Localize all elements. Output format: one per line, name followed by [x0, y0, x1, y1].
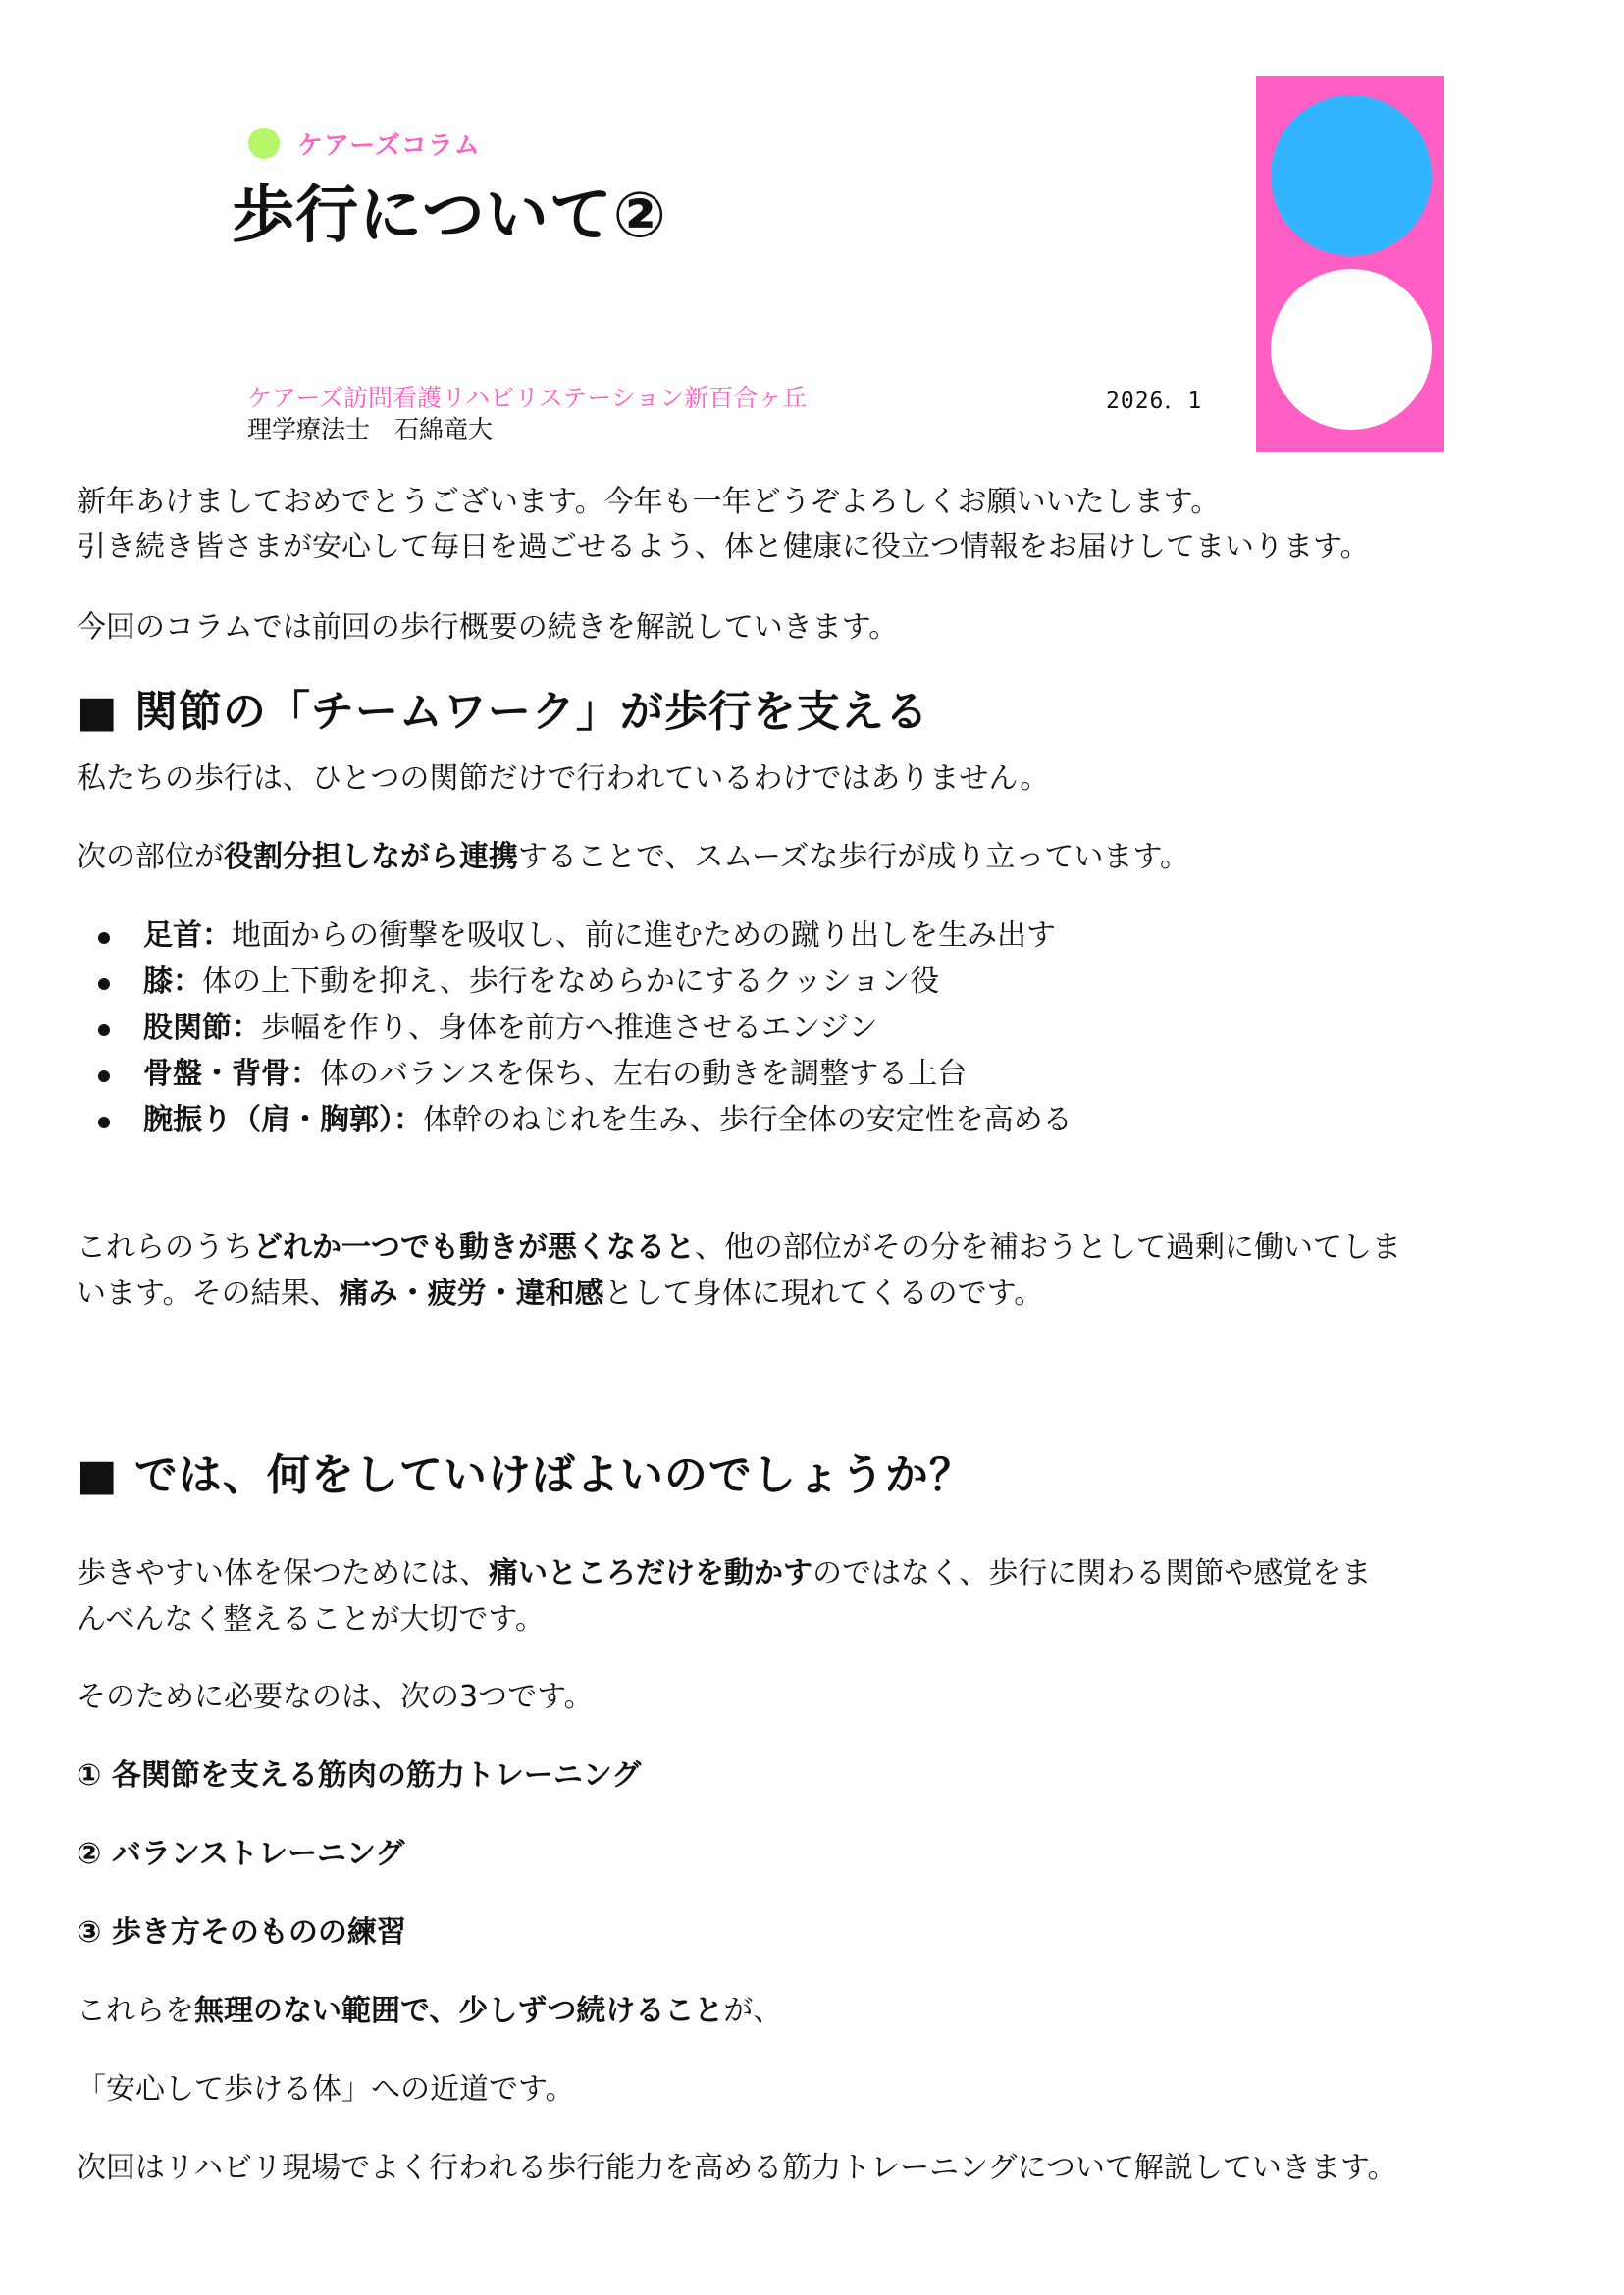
intro-line-1: 新年あけましておめでとうございます。今年も一年どうぞよろしくお願いいたします。: [77, 485, 1221, 519]
step-gait-practice: ③ 歩き方そのものの練習: [77, 1915, 406, 1950]
organization-name: ケアーズ訪問看護リハビリステーション新百合ヶ丘: [247, 384, 808, 412]
intro-line-2: 引き続き皆さまが安心して毎日を過ごせるよう、体と健康に役立つ情報をお届けしてまいります。: [77, 530, 1370, 564]
intro-line-3: 今回のコラムでは前回の歩行概要の続きを解説していきます。: [77, 610, 899, 645]
section2-paragraph-3: これらを無理のない範囲で、少しずつ続けることが、: [77, 1994, 783, 2028]
section2-paragraph-4: 「安心して歩ける体」への近道です。: [77, 2072, 575, 2107]
bullet-icon: [98, 1070, 110, 1082]
section2-paragraph-1: 歩きやすい体を保つためには、痛いところだけを動かすのではなく、歩行に関わる関節や感覚をま んべんなく整えることが大切です。: [77, 1556, 1372, 1637]
list-item: 骨盤・背骨：体のバランスを保ち、左右の動きを調整する土台: [98, 1051, 1073, 1097]
list-item: 足首：地面からの衝撃を吸収し、前に進むための蹴り出しを生み出す: [98, 913, 1073, 959]
author-name: 理学療法士 石綿竜大: [247, 415, 494, 443]
section1-paragraph-3: これらのうちどれか一つでも動きが悪くなると、他の部位がその分を補おうとして過剰に働いてしま います。その結果、痛み・疲労・違和感として身体に現れてくるのです。: [77, 1230, 1401, 1311]
bullet-icon: [98, 978, 110, 990]
white-circle-icon: [1271, 269, 1432, 430]
bullet-icon: [98, 1117, 110, 1128]
list-item: 膝：体の上下動を抑え、歩行をなめらかにするクッション役: [98, 959, 1073, 1005]
list-item: 腕振り（肩・胸郭）：体幹のねじれを生み、歩行全体の安定性を高める: [98, 1097, 1073, 1143]
step-balance-training: ② バランストレーニング: [77, 1837, 405, 1871]
section1-paragraph-2: 次の部位が役割分担しながら連携することで、スムーズな歩行が成り立っています。: [77, 840, 1189, 874]
section-heading-teamwork: ■ 関節の「チームワーク」が歩行を支える: [77, 687, 929, 737]
step-strength-training: ① 各関節を支える筋肉の筋力トレーニング: [77, 1758, 642, 1793]
list-item: 股関節：歩幅を作り、身体を前方へ推進させるエンジン: [98, 1005, 1073, 1051]
joint-role-list: [98, 913, 1073, 1143]
section2-paragraph-2: そのために必要なのは、次の3つです。: [77, 1680, 594, 1714]
section-heading-what-to-do: ■ では、何をしていけばよいのでしょうか？: [77, 1450, 973, 1500]
decorative-badge: [1256, 76, 1444, 452]
publish-date: 2026．1: [1106, 389, 1203, 414]
bullet-icon: [98, 1024, 110, 1036]
bullet-icon: [98, 932, 110, 944]
blue-circle-icon: [1271, 95, 1432, 256]
section2-paragraph-5: 次回はリハビリ現場でよく行われる歩行能力を高める筋力トレーニングについて解説していきます。: [77, 2151, 1397, 2185]
page-title: 歩行について②: [232, 180, 667, 252]
category-label: ケアーズコラム: [297, 130, 481, 161]
section1-paragraph-1: 私たちの歩行は、ひとつの関節だけで行われているわけではありません。: [77, 761, 1050, 796]
category-dot-icon: [248, 128, 280, 159]
category-tag: [248, 126, 481, 161]
